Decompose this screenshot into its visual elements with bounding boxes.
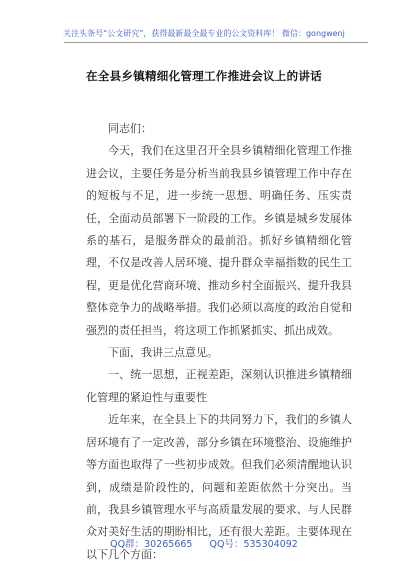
greeting: 同志们： bbox=[108, 122, 152, 135]
header-banner: 关注头条号“公文研究”，获得最新最全最专业的公文资料库！ 微信：gongwenj bbox=[63, 29, 345, 38]
paragraph-intro: 今天，我们在这里召开全县乡镇精细化管理工作推进会议，主要任务是分析当前我县乡镇管理工作中存在的短板与不足，进一步统一思想、明确任务、压实责任，全面动员部署下一阶段的工作。乡镇是城乡发展体系的基石，是服务群众的最前沿。抓好乡镇精细化管理，不仅是改善人居环境、提升群众幸福指数的民生工程，更是优化营商环境、推动乡村全面振兴、提升我县整体竞争力的战略举措。我们必须以高度的政治自觉和强烈的责任担当，将这项工作抓紧抓实、抓出成效。 bbox=[86, 144, 352, 337]
paragraph-section-1: 近年来，在全县上下的共同努力下，我们的乡镇人居环境有了一定改善，部分乡镇在环境整治、设施维护等方面也取得了一些初步成效。但我们必须清醒地认识到，成绩是阶段性的，问题和差距依然十分突出。当前，我县乡镇管理水平与高质量发展的要求、与人民群众对美好生活的期盼相比，还有很大差距。主要体现在以下几个方面： bbox=[86, 413, 352, 561]
document-body bbox=[86, 118, 352, 566]
footer-qq: QQ号：535304092 bbox=[209, 539, 298, 550]
footer-qq-group: QQ群：30265665 bbox=[110, 539, 193, 550]
document-title: 在全县乡镇精细化管理工作推进会议上的讲话 bbox=[86, 69, 322, 83]
section-heading-1: 一、统一思想，正视差距，深刻认识推进乡镇精细化管理的紧迫性与重要性 bbox=[86, 368, 352, 404]
paragraph-outline: 下面，我讲三点意见。 bbox=[108, 346, 218, 360]
header-divider bbox=[64, 42, 368, 43]
footer-contact bbox=[0, 536, 408, 550]
